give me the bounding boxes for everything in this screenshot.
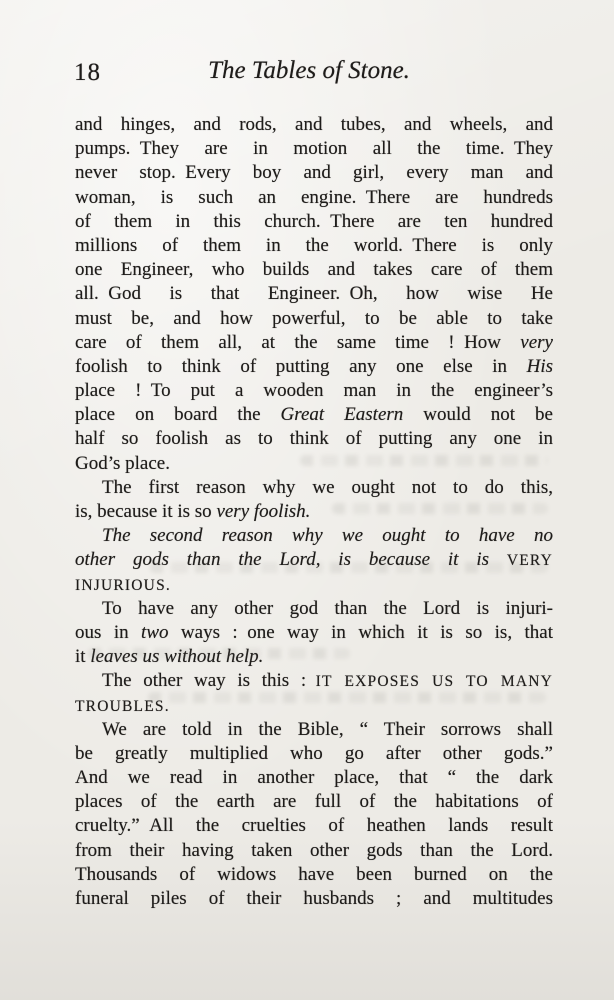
text-line: [75, 814, 553, 838]
text-segment: very foolish.: [216, 501, 311, 522]
text-segment: God’s place.: [75, 452, 170, 474]
text-line: [75, 379, 553, 403]
text-segment: Great Eastern: [280, 404, 404, 426]
text-segment: it: [75, 646, 91, 668]
text-line: [75, 718, 553, 742]
text-segment: one Engineer, who builds and takes care of them: [75, 259, 553, 281]
text-segment: is, because it is so: [75, 501, 217, 522]
text-segment: Thousands of widows have been burned on the: [75, 863, 553, 885]
text-segment: leaves us without help.: [90, 646, 264, 668]
page-number: 18: [74, 59, 101, 86]
text-line: [75, 645, 553, 669]
text-line: [75, 742, 553, 766]
text-line: [75, 524, 553, 548]
text-segment: TROUBLES.: [75, 697, 170, 715]
text-line: [75, 766, 553, 790]
text-line: [75, 403, 553, 427]
text-segment: all. God is that Engineer. Oh, how wise He: [75, 283, 553, 305]
text-line: [75, 694, 553, 718]
text-segment: woman, is such an engine. There are hundreds: [75, 186, 553, 208]
text-segment: His: [526, 355, 553, 377]
text-segment: half so foolish as to think of putting any one in: [75, 428, 553, 450]
text-segment: must be, and how powerful, to be able to take: [75, 307, 553, 329]
text-segment: place ! To put a wooden man in the engineer’s: [75, 380, 553, 402]
text-segment: To have any other god than the Lord is injuri-: [102, 597, 553, 619]
text-line: [75, 137, 553, 161]
text-line: [75, 573, 553, 597]
text-segment: And we read in another place, that “ the dark: [75, 767, 553, 789]
text-segment: INJURIOUS.: [75, 576, 171, 594]
text-segment: from their having taken other gods than the Lord.: [75, 839, 553, 861]
text-line: [75, 161, 553, 185]
text-segment: funeral piles of their husbands ; and multitudes: [75, 888, 553, 909]
text-line: [75, 790, 553, 814]
text-line: [75, 500, 553, 524]
text-segment: ways : one way in which it is so is, that: [168, 621, 553, 643]
text-segment: The other way is this :: [102, 670, 316, 692]
text-line: [75, 427, 553, 451]
text-line: [75, 282, 553, 306]
text-segment: other gods than the Lord, is because it is: [75, 549, 507, 571]
text-segment: The first reason why we ought not to do this,: [102, 476, 553, 498]
text-segment: would not be: [403, 404, 553, 426]
text-line: [75, 863, 553, 887]
text-segment: We are told in the Bible, “ Their sorrows shall: [102, 718, 553, 740]
text-segment: care of them all, at the same time ! How: [75, 331, 521, 353]
running-title: The Tables of Stone.: [208, 57, 410, 84]
text-block: [75, 113, 553, 911]
text-line: [75, 887, 553, 911]
text-line: [75, 331, 553, 355]
text-segment: millions of them in the world. There is only: [75, 234, 553, 256]
text-segment: IT EXPOSES US TO MANY: [315, 673, 553, 691]
text-segment: be greatly multiplied who go after other gods.”: [75, 742, 553, 764]
text-line: [75, 355, 553, 379]
text-segment: cruelty.” All the cruelties of heathen lands result: [75, 815, 553, 837]
text-line: [75, 839, 553, 863]
text-segment: place on board the: [75, 404, 281, 426]
text-segment: places of the earth are full of the habitations of: [75, 791, 553, 813]
text-line: [75, 210, 553, 234]
text-line: [75, 307, 553, 331]
text-segment: of them in this church. There are ten hundred: [75, 210, 553, 232]
text-line: [75, 597, 553, 621]
text-line: [75, 234, 553, 258]
text-segment: two: [141, 621, 169, 643]
text-line: [75, 669, 553, 693]
text-segment: pumps. They are in motion all the time. They: [75, 138, 553, 160]
text-line: [75, 186, 553, 210]
text-line: [75, 548, 553, 572]
text-line: [75, 113, 553, 137]
text-segment: and hinges, and rods, and tubes, and wheels, and: [75, 114, 553, 135]
text-line: [75, 476, 553, 500]
text-segment: VERY: [506, 552, 553, 570]
text-segment: never stop. Every boy and girl, every man and: [75, 162, 553, 184]
text-line: [75, 258, 553, 282]
text-segment: very: [520, 331, 553, 353]
text-line: [75, 621, 553, 645]
text-segment: foolish to think of putting any one else in: [75, 355, 527, 377]
text-segment: The second reason why we ought to have no: [102, 525, 553, 547]
text-segment: ous in: [75, 621, 142, 643]
running-head: [75, 57, 553, 89]
text-line: [75, 452, 553, 476]
